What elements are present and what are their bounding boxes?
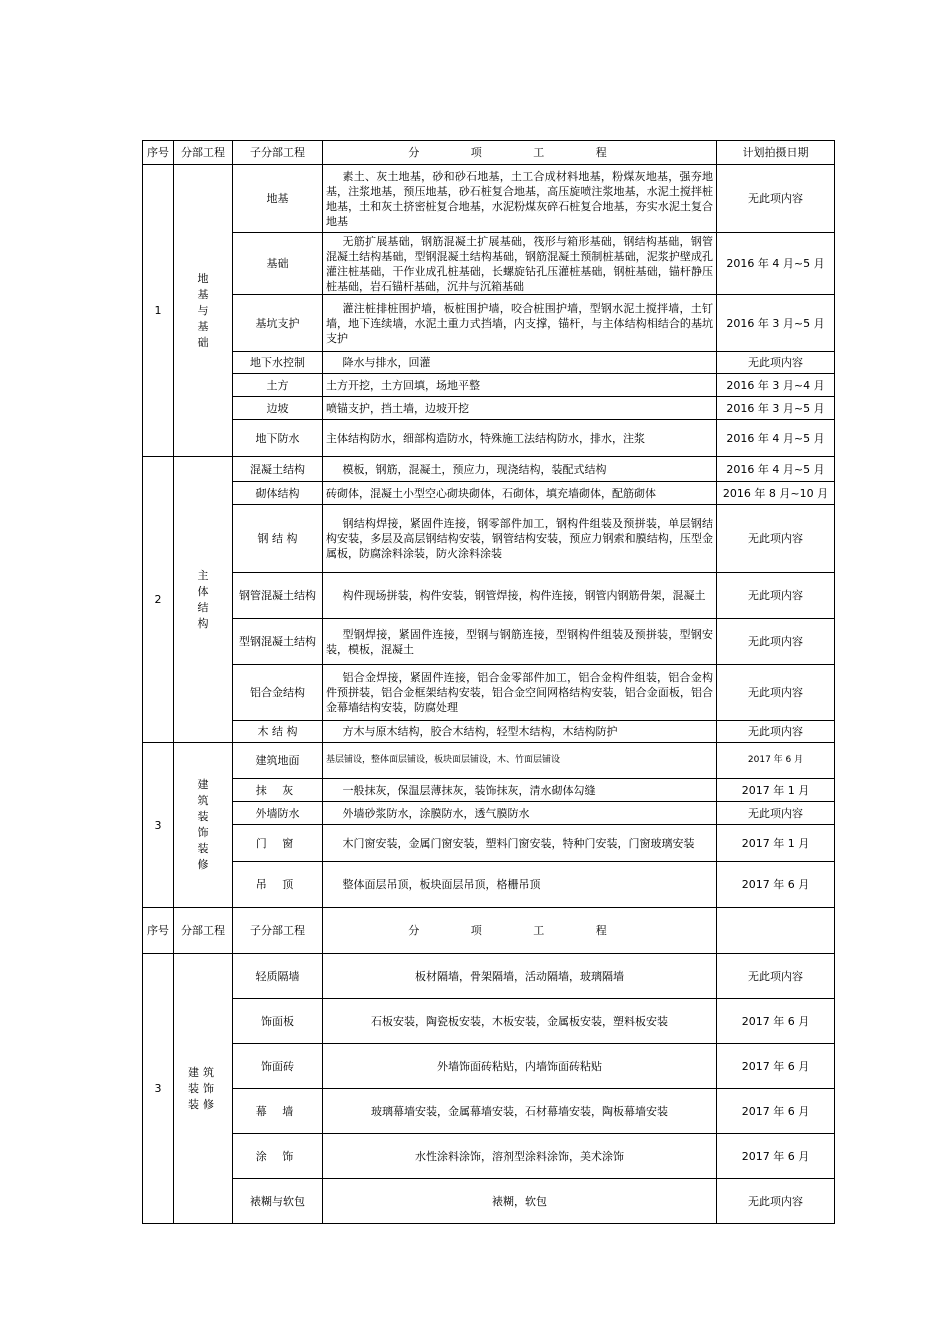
table-row (143, 999, 835, 1044)
subdivision-cell: 基坑支护 (233, 295, 323, 352)
item-cell: 木门窗安装，金属门窗安装，塑料门窗安装，特种门安装，门窗玻璃安装 (323, 825, 717, 862)
group-division (174, 165, 233, 457)
header-seq: 序号 (143, 908, 174, 954)
subdivision-cell: 建筑地面 (233, 743, 323, 779)
header-row (143, 908, 835, 954)
date-cell: 2016 年 4 月~5 月 (717, 457, 835, 482)
subdivision-cell: 裱糊与软包 (233, 1179, 323, 1224)
header-seq: 序号 (143, 141, 174, 165)
item-cell: 砖砌体，混凝土小型空心砌块砌体，石砌体，填充墙砌体，配筋砌体 (323, 482, 717, 505)
table-row (143, 1089, 835, 1134)
table-row (143, 420, 835, 457)
item-cell: 主体结构防水，细部构造防水，特殊施工法结构防水，排水，注浆 (323, 420, 717, 457)
subdivision-cell: 木 结 构 (233, 721, 323, 743)
subdivision-cell: 地基 (233, 165, 323, 233)
date-cell: 2017 年 6 月 (717, 1089, 835, 1134)
date-cell: 无此项内容 (717, 1179, 835, 1224)
subdivision-cell: 饰面板 (233, 999, 323, 1044)
subdivision-cell: 钢 结 构 (233, 505, 323, 573)
table-row (143, 619, 835, 665)
date-cell: 2017 年 6 月 (717, 1044, 835, 1089)
table-row (143, 352, 835, 374)
date-cell: 2016 年 3 月~5 月 (717, 295, 835, 352)
table-row (143, 457, 835, 482)
group-division (174, 954, 233, 1224)
item-cell: 水性涂料涂饰，溶剂型涂料涂饰，美术涂饰 (323, 1134, 717, 1179)
item-cell: 方木与原木结构，胶合木结构，轻型木结构，木结构防护 (323, 721, 717, 743)
item-cell: 灌注桩排桩围护墙，板桩围护墙，咬合桩围护墙，型钢水泥土搅拌墙，土钉墙，地下连续墙，水泥土重力式挡墙，内支撑，锚杆，与主体结构相结合的基坑支护 (323, 295, 717, 352)
item-cell: 素土、灰土地基，砂和砂石地基，土工合成材料地基，粉煤灰地基，强夯地基，注浆地基，预压地基，砂石桩复合地基，高压旋喷注浆地基，水泥土搅拌桩地基，土和灰土挤密桩复合地基，水泥粉煤灰碎石桩复合地基，夯实水泥土复合地基 (323, 165, 717, 233)
group-seq: 2 (143, 457, 174, 743)
group-seq: 1 (143, 165, 174, 457)
group-seq: 3 (143, 954, 174, 1224)
header-item: 分 项 工 程 (323, 141, 717, 165)
date-cell: 无此项内容 (717, 352, 835, 374)
date-cell: 无此项内容 (717, 954, 835, 999)
subdivision-cell: 外墙防水 (233, 802, 323, 825)
table-row (143, 779, 835, 802)
division-label: 地基与基础 (197, 271, 209, 349)
item-cell: 铝合金焊接，紧固件连接，铝合金零部件加工，铝合金构件组装，铝合金构件预拼装，铝合金框架结构安装，铝合金空间网格结构安装，铝合金面板，铝合金幕墙结构安装，防腐处理 (323, 665, 717, 721)
item-cell: 构件现场拼装，构件安装，钢管焊接，构件连接，钢管内钢筋骨架，混凝土 (323, 573, 717, 619)
item-cell: 板材隔墙，骨架隔墙，活动隔墙，玻璃隔墙 (323, 954, 717, 999)
table-row (143, 1044, 835, 1089)
item-cell: 无筋扩展基础，钢筋混凝土扩展基础，筏形与箱形基础，钢结构基础，钢管混凝土结构基础，型钢混凝土结构基础，钢筋混凝土预制桩基础，泥浆护壁成孔灌注桩基础，干作业成孔桩基础，长螺旋钻孔压灌桩基础，钢桩基础，锚杆静压桩基础，岩石锚杆基础，沉井与沉箱基础 (323, 233, 717, 295)
subdivision-cell: 涂 饰 (233, 1134, 323, 1179)
construction-schedule-table (142, 140, 835, 1224)
item-cell: 模板，钢筋，混凝土，预应力，现浇结构，装配式结构 (323, 457, 717, 482)
division-label: 建筑装饰装修 (197, 778, 209, 871)
item-cell: 土方开挖，土方回填，场地平整 (323, 374, 717, 397)
subdivision-cell: 饰面砖 (233, 1044, 323, 1089)
item-cell: 玻璃幕墙安装，金属幕墙安装，石材幕墙安装，陶板幕墙安装 (323, 1089, 717, 1134)
item-cell: 降水与排水，回灌 (323, 352, 717, 374)
group-division (174, 457, 233, 743)
subdivision-cell: 土方 (233, 374, 323, 397)
subdivision-cell: 混凝土结构 (233, 457, 323, 482)
subdivision-cell: 地下水控制 (233, 352, 323, 374)
subdivision-cell: 边坡 (233, 397, 323, 420)
date-cell: 无此项内容 (717, 573, 835, 619)
header-subdivision: 子分部工程 (233, 908, 323, 954)
subdivision-cell: 型钢混凝土结构 (233, 619, 323, 665)
header-date (717, 908, 835, 954)
division-label: 建筑装饰装修 (188, 1065, 218, 1111)
table-row (143, 954, 835, 999)
date-cell: 2016 年 3 月~5 月 (717, 397, 835, 420)
subdivision-cell: 砌体结构 (233, 482, 323, 505)
subdivision-cell: 轻质隔墙 (233, 954, 323, 999)
date-cell: 无此项内容 (717, 165, 835, 233)
table-row (143, 825, 835, 862)
table-row (143, 233, 835, 295)
date-cell: 无此项内容 (717, 619, 835, 665)
subdivision-cell: 抹 灰 (233, 779, 323, 802)
item-cell: 型钢焊接，紧固件连接，型钢与钢筋连接，型钢构件组装及预拼装，型钢安装，模板，混凝土 (323, 619, 717, 665)
date-cell: 2017 年 6 月 (717, 862, 835, 908)
date-cell: 2016 年 4 月~5 月 (717, 420, 835, 457)
table-row (143, 721, 835, 743)
header-item: 分 项 工 程 (323, 908, 717, 954)
table-row (143, 743, 835, 779)
subdivision-cell: 铝合金结构 (233, 665, 323, 721)
table-row (143, 482, 835, 505)
subdivision-cell: 基础 (233, 233, 323, 295)
table-row (143, 862, 835, 908)
table-row (143, 374, 835, 397)
subdivision-cell: 钢管混凝土结构 (233, 573, 323, 619)
item-cell: 整体面层吊顶，板块面层吊顶，格栅吊顶 (323, 862, 717, 908)
table-row (143, 505, 835, 573)
subdivision-cell: 门 窗 (233, 825, 323, 862)
item-cell: 外墙砂浆防水，涂膜防水，透气膜防水 (323, 802, 717, 825)
table-row (143, 573, 835, 619)
table-row (143, 165, 835, 233)
header-division: 分部工程 (174, 141, 233, 165)
date-cell: 2017 年 6 月 (717, 999, 835, 1044)
group-division (174, 743, 233, 908)
date-cell: 2016 年 4 月~5 月 (717, 233, 835, 295)
header-date: 计划拍摄日期 (717, 141, 835, 165)
item-cell: 基层铺设，整体面层铺设，板块面层铺设，木、竹面层铺设 (323, 743, 717, 779)
date-cell: 无此项内容 (717, 665, 835, 721)
item-cell: 外墙饰面砖粘贴，内墙饰面砖粘贴 (323, 1044, 717, 1089)
date-cell: 2017 年 1 月 (717, 825, 835, 862)
date-cell: 2017 年 6 月 (717, 1134, 835, 1179)
subdivision-cell: 地下防水 (233, 420, 323, 457)
table-row (143, 397, 835, 420)
subdivision-cell: 吊 顶 (233, 862, 323, 908)
date-cell: 无此项内容 (717, 721, 835, 743)
table-row (143, 802, 835, 825)
date-cell: 2017 年 6 月 (717, 743, 835, 779)
header-subdivision: 子分部工程 (233, 141, 323, 165)
table-row (143, 1179, 835, 1224)
header-row (143, 141, 835, 165)
date-cell: 无此项内容 (717, 505, 835, 573)
item-cell: 裱糊，软包 (323, 1179, 717, 1224)
subdivision-cell: 幕 墙 (233, 1089, 323, 1134)
item-cell: 一般抹灰，保温层薄抹灰，装饰抹灰，清水砌体勾缝 (323, 779, 717, 802)
item-cell: 喷锚支护，挡土墙，边坡开挖 (323, 397, 717, 420)
date-cell: 2017 年 1 月 (717, 779, 835, 802)
table-row (143, 295, 835, 352)
table-row (143, 665, 835, 721)
date-cell: 2016 年 3 月~4 月 (717, 374, 835, 397)
date-cell: 2016 年 8 月~10 月 (717, 482, 835, 505)
item-cell: 石板安装，陶瓷板安装，木板安装，金属板安装，塑料板安装 (323, 999, 717, 1044)
header-division: 分部工程 (174, 908, 233, 954)
date-cell: 无此项内容 (717, 802, 835, 825)
group-seq: 3 (143, 743, 174, 908)
item-cell: 钢结构焊接，紧固件连接，钢零部件加工，钢构件组装及预拼装，单层钢结构安装，多层及高层钢结构安装，钢管结构安装，预应力钢索和膜结构，压型金属板，防腐涂料涂装，防火涂料涂装 (323, 505, 717, 573)
division-label: 主体结构 (197, 568, 209, 630)
table-row (143, 1134, 835, 1179)
